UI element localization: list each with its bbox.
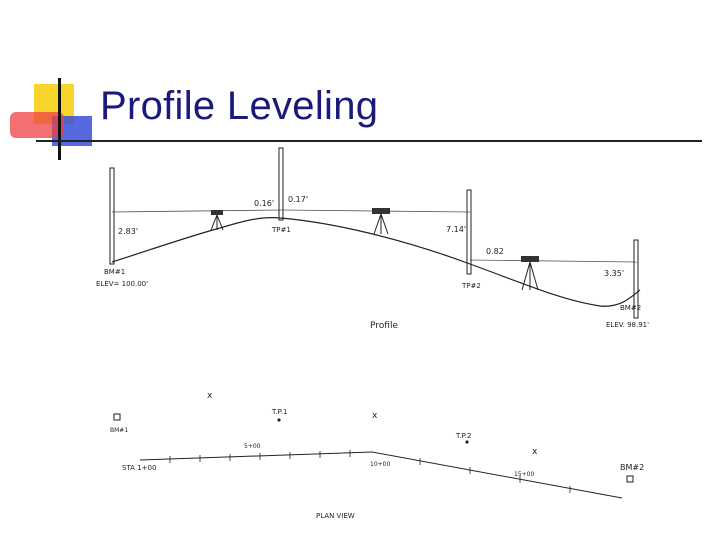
level-instrument-2 — [372, 208, 390, 234]
plan-mark-1: 5+00 — [244, 443, 261, 450]
plan-bm1: BM#1 — [110, 427, 129, 434]
plan-tick-marks — [170, 450, 570, 493]
station-tp2: TP#2 — [462, 282, 481, 290]
station-bm2: BM#2 — [620, 304, 642, 312]
level-instrument-3 — [521, 256, 539, 290]
plan-tp1-point — [277, 418, 280, 421]
reading-fs2: 7.14' — [446, 225, 467, 234]
rod-tp1 — [279, 148, 283, 220]
profile-label: Profile — [370, 321, 398, 331]
plan-mark-2: 15+00 — [514, 471, 535, 478]
rod-bm1 — [110, 168, 114, 264]
plan-tp2: T.P.2 — [456, 432, 472, 440]
station-tp1: TP#1 — [272, 226, 291, 234]
plan-instrument-2: x — [372, 411, 378, 421]
reading-fs3: 3.35' — [604, 269, 625, 278]
reading-bs1: 2.83' — [118, 227, 139, 236]
sight-line-1 — [112, 210, 282, 212]
plan-tp2-point — [465, 440, 468, 443]
slide-title: Profile Leveling — [100, 84, 379, 128]
plan-bm2: BM#2 — [620, 463, 645, 472]
station-bm2-elev: ELEV. 98.91' — [606, 321, 650, 329]
plan-instrument-1: x — [207, 391, 213, 401]
reading-bs3: 0.82 — [486, 247, 504, 256]
level-instrument-1 — [211, 210, 223, 230]
plan-tp1: T.P.1 — [272, 408, 288, 416]
plan-sta-start: STA 1+00 — [122, 464, 157, 472]
reading-bs2: 0.17' — [288, 195, 309, 204]
station-bm1-elev: ELEV= 100.00' — [96, 280, 149, 288]
plan-bm1-marker — [114, 414, 120, 420]
plan-sta-mid: 10+00 — [370, 461, 391, 468]
plan-line-2 — [372, 452, 622, 498]
plan-bm2-marker — [627, 476, 633, 482]
plan-instrument-3: x — [532, 447, 538, 457]
plan-line-1 — [140, 452, 372, 460]
rod-tp2 — [467, 190, 471, 274]
sight-line-3 — [470, 260, 638, 262]
plan-view-label: PLAN VIEW — [316, 512, 355, 520]
reading-fs1: 0.16' — [254, 199, 275, 208]
ground-profile — [112, 218, 640, 307]
station-bm1: BM#1 — [104, 268, 126, 276]
